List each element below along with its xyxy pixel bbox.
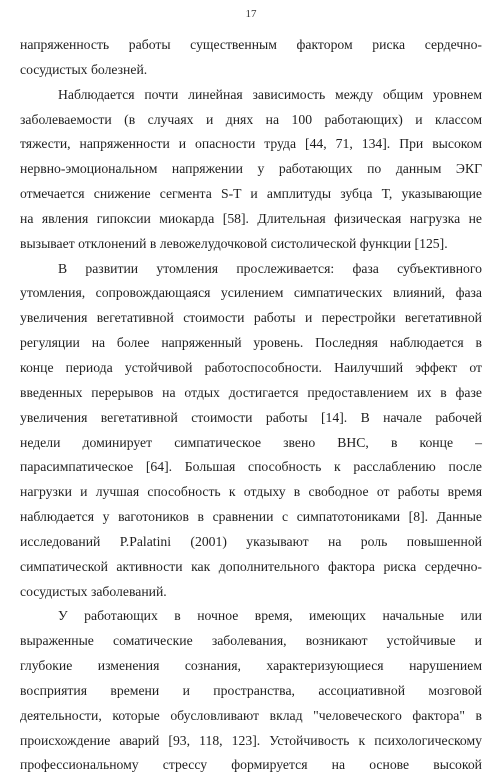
page-number: 17: [245, 8, 257, 20]
text-line: увеличения вегетативной стоимости работы и перестройки вегетативной: [20, 310, 482, 326]
text-line: на явления гипоксии миокарда [58]. Длительная физическая нагрузка не: [20, 210, 482, 226]
text-line: нервно-эмоциональном напряжении у работающих по данным ЭКГ: [20, 161, 482, 177]
text-line: напряженность работы существенным фактором риска сердечно-: [20, 37, 482, 52]
document-body: [20, 33, 482, 778]
text-line: конце периода устойчивой работоспособности. Наилучший эффект от: [20, 359, 482, 375]
text-line: парасимпатическое [64]. Большая способность к расслаблению после: [20, 459, 482, 475]
text-line: В развитии утомления прослеживается: фаза субъективного: [58, 260, 482, 276]
text-line: наблюдается у ваготоников в сравнении с симпатотониками [8]. Данные: [20, 509, 482, 525]
text-line: Наблюдается почти линейная зависимость между общим уровнем: [58, 86, 482, 102]
text-line: происхождение аварий [93, 118, 123]. Устойчивость к психологическому: [20, 732, 482, 748]
text-line: отмечается снижение сегмента S-T и амплитуды зубца T, указывающие: [20, 186, 482, 202]
text-line: увеличения вегетативной стоимости работы [14]. В начале рабочей: [20, 409, 482, 425]
text-line: заболеваемости (в случаях и днях на 100 работающих) и классом: [20, 111, 482, 127]
paragraph: [20, 33, 482, 83]
text-line: исследований P.Palatini (2001) указывают на роль повышенной: [20, 533, 482, 549]
paragraph: [20, 257, 482, 605]
text-line: У работающих в ночное время, имеющих начальные или: [58, 608, 482, 624]
text-line: утомления, сопровождающаяся усилением симпатических влияний, фаза: [20, 285, 482, 301]
paragraph: [20, 604, 482, 778]
text-line: сосудистых болезней.: [20, 61, 148, 77]
text-line: профессиональному стрессу формируется на основе высокой: [20, 757, 482, 773]
text-line: вызывает отклонений в левожелудочковой систолической функции [125].: [20, 235, 448, 251]
text-line: введенных перерывов на отдых достигается предоставлением их в фазе: [20, 384, 482, 400]
text-line: недели доминирует симпатическое звено ВНС, в конце –: [20, 434, 482, 450]
text-line: глубокие изменения сознания, характеризующиеся нарушением: [20, 658, 482, 674]
text-line: нагрузки и лучшая способность к отдыху в свободное от работы время: [20, 484, 482, 500]
text-line: регуляции на более напряженный уровень. Последняя наблюдается в: [20, 335, 482, 351]
text-line: симпатической активности как дополнительного фактора риска сердечно-: [20, 558, 482, 574]
text-line: деятельности, которые обусловливают вклад "человеческого фактора" в: [20, 707, 482, 723]
text-line: восприятия времени и пространства, ассоциативной мозговой: [20, 682, 482, 698]
text-line: выраженные соматические заболевания, возникают устойчивые и: [20, 633, 482, 649]
text-line: сосудистых заболеваний.: [20, 583, 167, 599]
paragraph: [20, 83, 482, 257]
text-line: тяжести, напряженности и опасности труда [44, 71, 134]. При высоком: [20, 136, 482, 152]
